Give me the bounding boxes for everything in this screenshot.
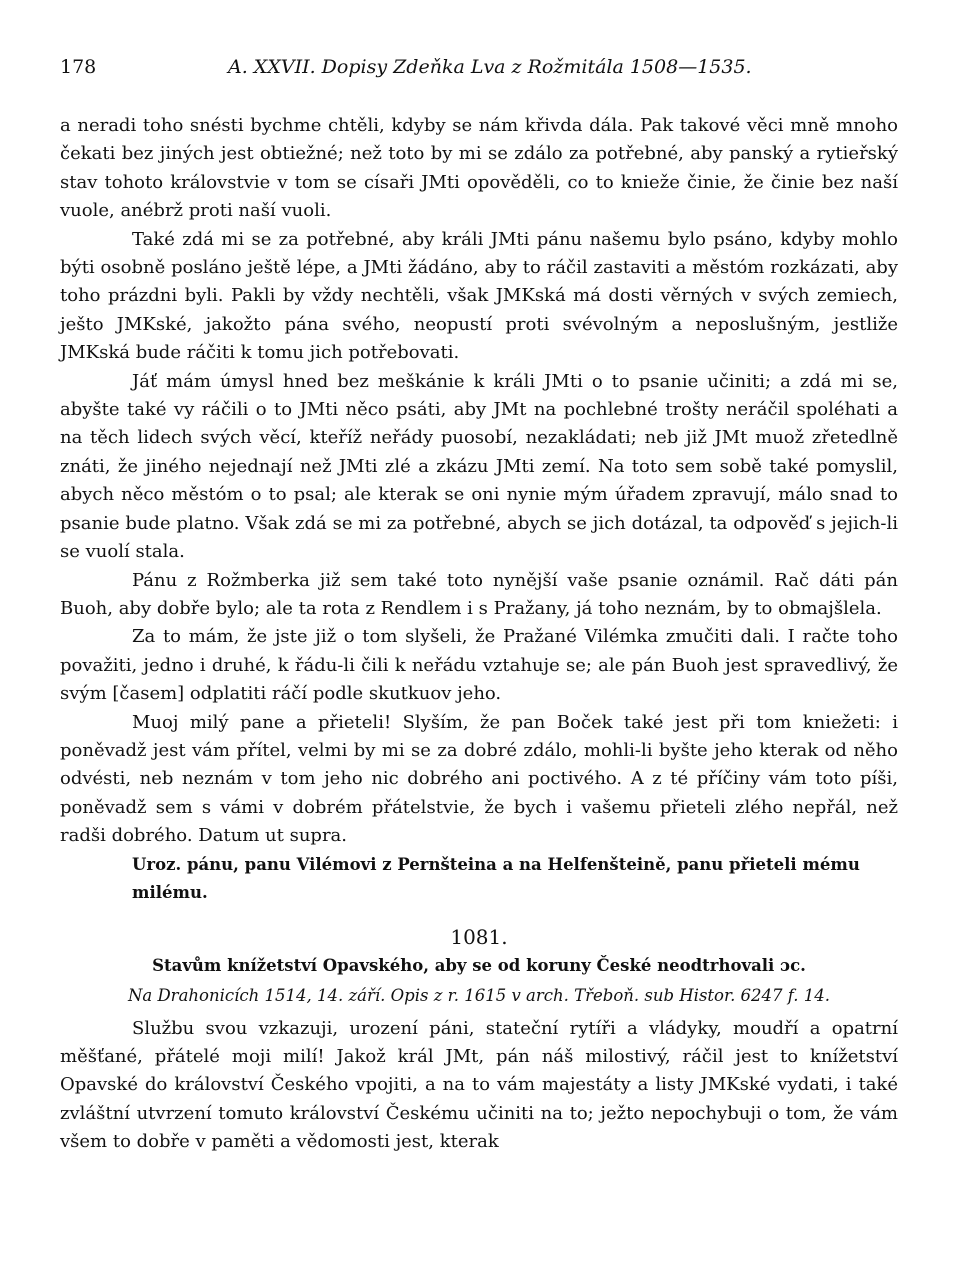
letter-address: Uroz. pánu, panu Vilémovi z Pernšteina a na Helfenšteině, panu přieteli mému milému.	[132, 854, 860, 902]
letter-body	[60, 112, 898, 851]
paragraph: Také zdá mi se za potřebné, aby králi JMti pánu našemu bylo psáno, kdyby mohlo býti osobně posláno ještě lépe, a JMti žádáno, aby to ráčil zastaviti a městóm rozkázati, aby toho prázdni byli. Pakli by vždy nechtěli, však JMKská má dosti věrných v svých zemiech, ješto JMKské, jakožto pána svého, neopustí proti svévolným a neposlušným, jestliže JMKská bude ráčiti k tomu jich potřebovati.	[60, 228, 898, 364]
running-header	[60, 56, 898, 86]
document-heading: Stavům knížetství Opavského, aby se od koruny České neodtrhovali ɔc.	[152, 955, 806, 975]
document-body	[60, 1015, 898, 1157]
paragraph: a neradi toho snésti bychme chtěli, kdyby se nám křivda dála. Pak takové věci mně mnoho čekati bez jiných jest obtiežné; než toto by mi se zdálo za potřebné, aby panský a rytieřský stav tohoto královstvie v tom se císaři JMti opověděli, co to knieže činie, že činie bez naší vuole, anébrž proti naší vuoli.	[60, 115, 898, 222]
document-page	[60, 56, 898, 1157]
paragraph: Pánu z Rožmberka již sem také toto nynější vaše psanie oznámil. Rač dáti pán Buoh, aby dobře bylo; ale ta rota z Rendlem i s Pražany, já toho neznám, by to obmajšlela.	[60, 569, 898, 619]
paragraph: Muoj milý pane a přieteli! Slyším, že pan Boček také jest při tom kniežeti: i poněvadž jest vám přítel, velmi by mi se za dobré zdálo, mohli-li byšte jeho kterak od něho odvésti, neb neznám v tom jeho nic dobrého ani poctivého. A z té příčiny vám toto píši, poněvadž sem s vámi v dobrém přátelstvie, že bych i vašemu přieteli zlého nepřál, než radši dobrého. Datum ut supra.	[60, 711, 898, 847]
paragraph: Za to mám, že jste již o tom slyšeli, že Pražané Vilémka zmučiti dali. I račte toho považiti, jedno i druhé, k řádu-li čili k neřádu vztahuje se; ale pán Buoh jest spravedlivý, že svým [časem] odplatiti ráčí podle skutkuov jeho.	[60, 626, 898, 705]
running-title: A. XXVII. Dopisy Zdeňka Lva z Rožmitála 1508—1535.	[228, 56, 752, 78]
document-source: Na Drahonicích 1514, 14. září. Opis z r. 1615 v arch. Třeboň. sub Histor. 6247 f. 14.	[127, 985, 831, 1005]
page-number: 178	[60, 56, 97, 78]
paragraph: Službu svou vzkazuji, urození páni, stateční rytíři a vládyky, moudří a opatrní měšťané, přátelé moji milí! Jakož král JMt, pán náš milostivý, ráčil jest to knížetství Opavské do království Českého vpojiti, a na to vám majestáty a listy JMKské vydati, i také zvláštní utvrzení tomuto království Českému učiniti na to; ježto nepochybuji o tom, že vám všem to dobře v paměti a vědomosti jest, kterak	[60, 1017, 898, 1153]
paragraph: Jáť mám úmysl hned bez meškánie k králi JMti o to psanie učiniti; a zdá mi se, abyšte také vy ráčili o to JMti něco psáti, aby JMt na pochlebné trošty neráčil spoléhati a na těch lidech svých věcí, kteříž neřády puosobí, nezakládati; neb již JMt muož zřetedlně znáti, že jiného nejednají než JMti zlé a zkázu JMti zemí. Na toto sem sobě také pomyslil, abych něco městóm o to psal; ale kterak se oni nynie mým úřadem zpravují, málo snad to psanie bude platno. Však zdá se mi za potřebné, abych se jich dotázal, ta odpověď s jejich-li se vuolí stala.	[60, 370, 898, 563]
document-number: 1081.	[450, 924, 508, 949]
